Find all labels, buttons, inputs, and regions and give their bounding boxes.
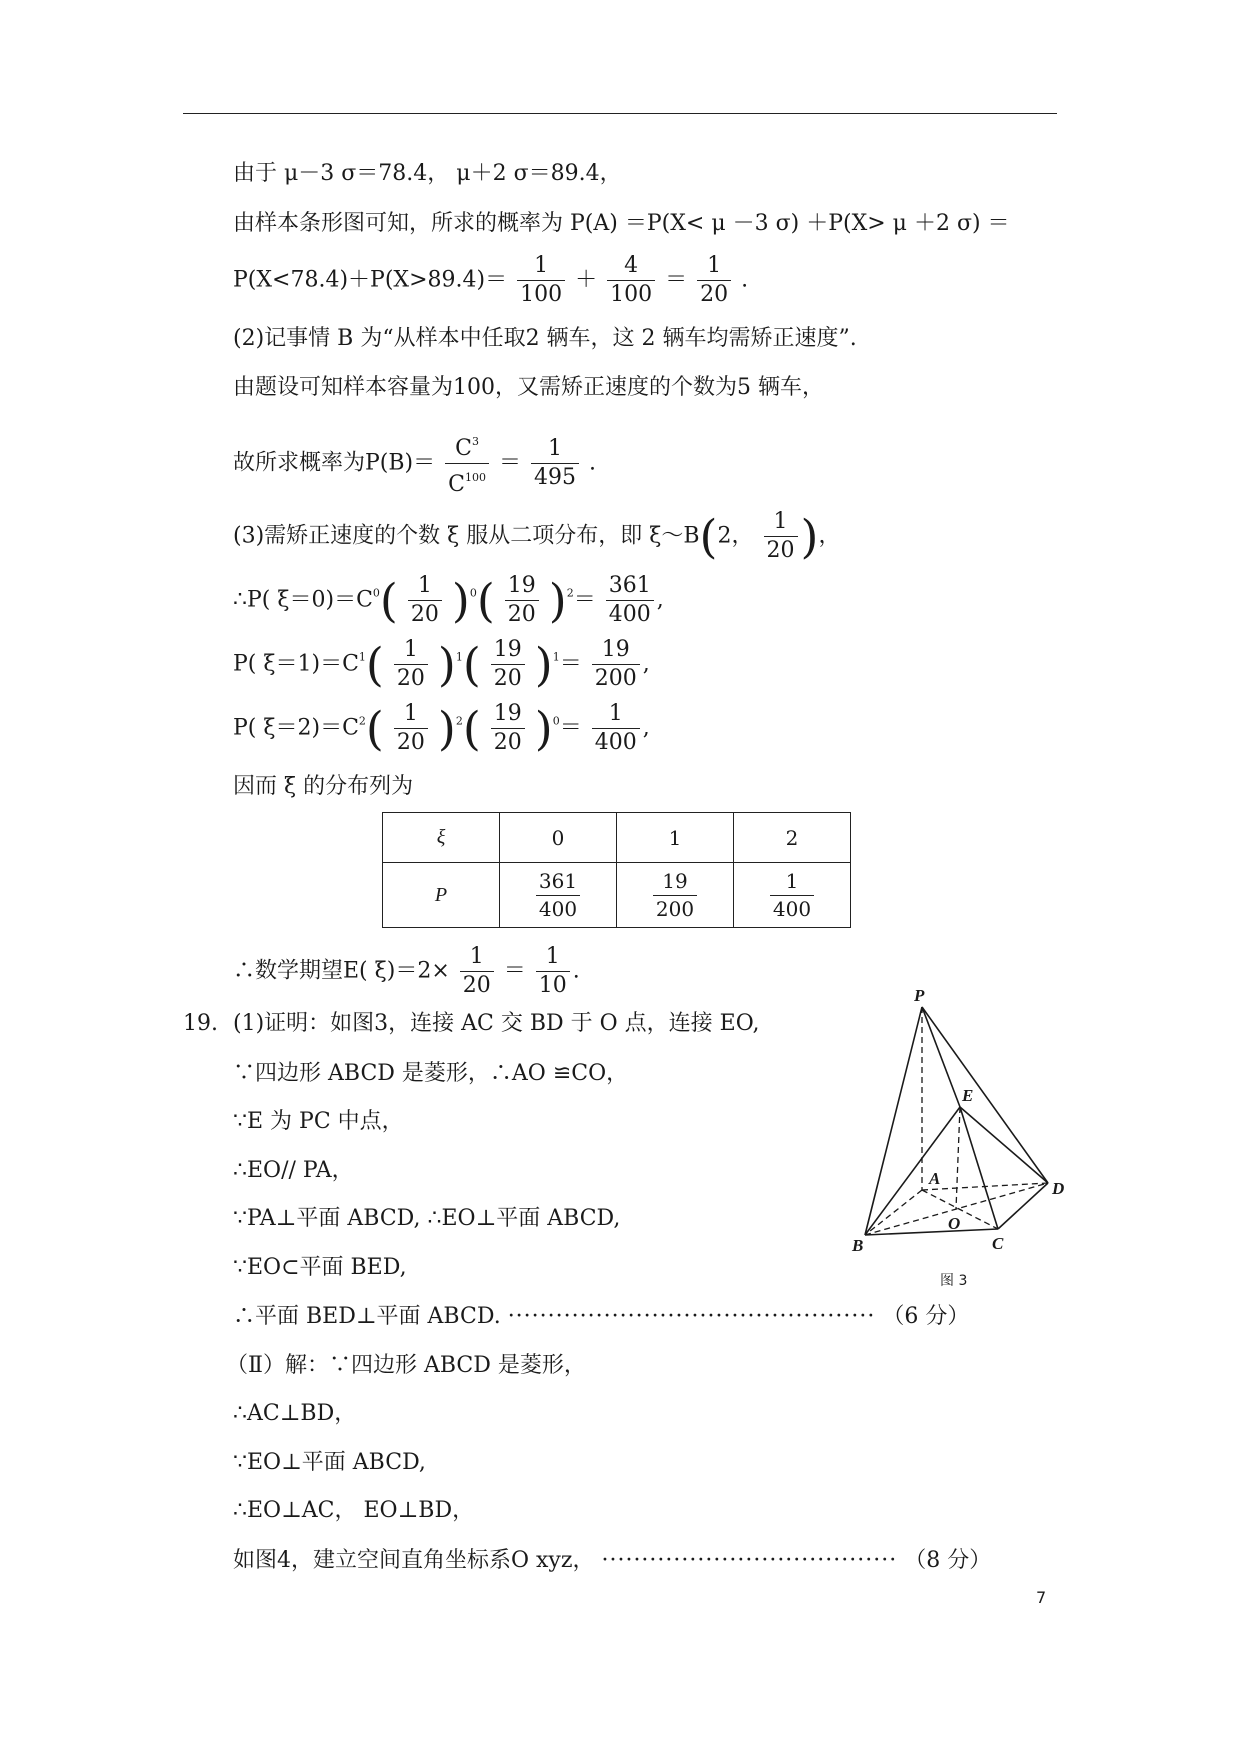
line-q19-midpoint: ∵E 为 PC 中点，: [233, 1109, 404, 1134]
fraction: $\frac{1}{10}$: [536, 943, 570, 1000]
line-distribution-intro: 因而 ξ 的分布列为: [233, 774, 414, 799]
line-probability-statement: 由样本条形图可知，所求的概率为 P(A) ＝P(X< μ －3 σ) ＋P(X> μ ＋2 σ) ＝: [233, 211, 1010, 236]
table-header-cell: 0: [500, 813, 617, 863]
pyramid-figure: [850, 985, 1090, 1255]
fraction: $\frac{1}{20}$: [697, 252, 731, 309]
line-q19-subset: ∵EO⊂平面 BED,: [233, 1255, 407, 1280]
table-cell: $\frac{19}{200}$: [617, 863, 734, 928]
fraction: $\frac{4}{100}$: [607, 252, 655, 309]
line-p-xi-0: ∴P( $\xi=0)=C^0$( $\frac{1}{20}$ )$^0$( $\frac{19}{20}$ )$^2$＝ $\frac{361}{400}$ ,: [233, 573, 664, 628]
line-sample-size: 由题设可知样本容量为100，又需矫正速度的个数为5 辆车，: [233, 375, 824, 400]
table-header-cell: 2: [734, 813, 851, 863]
line-p-xi-1: P( $\xi=1)=C^1$( $\frac{1}{20}$ )$^1$( $\frac{19}{20}$ )$^1$＝ $\frac{19}{200}$ ,: [233, 637, 650, 692]
fraction: $\frac{1}{20}$: [394, 700, 428, 757]
line-q19-rhombus: ∵四边形 ABCD 是菱形，∴AO ≌CO，: [233, 1061, 629, 1086]
fraction: $\frac{1}{20}$: [460, 943, 494, 1000]
label-d: D: [1052, 1179, 1065, 1198]
edge-ec: [960, 1107, 998, 1229]
line-binomial: (3)需矫正速度的个数 ξ 服从二项分布，即 ξ～B(2， $\frac{1}{20}$ )，: [233, 509, 841, 564]
fraction: $\frac{1}{100}$: [517, 252, 565, 309]
line-q19-eo-perp-plane: ∵EO⊥平面 ABCD,: [233, 1450, 426, 1475]
line-q19-perp-plane: ∵PA⊥平面 ABCD, ∴EO⊥平面 ABCD,: [233, 1206, 621, 1231]
line-q19-proof-start: (1)证明：如图3，连接 AC 交 BD 于 O 点，连接 EO,: [233, 1011, 760, 1036]
table-cell: $\frac{1}{400}$: [734, 863, 851, 928]
label-c: C: [992, 1234, 1004, 1253]
fraction: $\frac{1}{20}$: [764, 508, 798, 565]
line-p-xi-2: P( $\xi=2)=C^2$( $\frac{1}{20}$ )$^2$( $\frac{19}{20}$ )$^0$＝ $\frac{1}{400}$ ,: [233, 701, 650, 756]
fraction: $\frac{19}{20}$: [491, 700, 525, 757]
label-b: B: [852, 1236, 864, 1255]
fraction: $\frac{1}{400}$: [592, 700, 640, 757]
score-label: （6 分）: [882, 1304, 970, 1329]
edge-ed: [960, 1107, 1048, 1183]
page-number: 7: [1036, 1588, 1047, 1607]
seg-eo-hidden: [956, 1107, 960, 1209]
fraction: $\frac{19}{20}$: [491, 636, 525, 693]
fraction: $\frac{1}{20}$: [394, 636, 428, 693]
label-p: P: [914, 986, 925, 1005]
edge-pe: [922, 1007, 960, 1107]
line-mu-sigma: 由于 μ－3 σ＝78.4， μ＋2 σ＝89.4，: [233, 161, 622, 186]
label-o: O: [948, 1214, 961, 1233]
line-q19-conclusion: ∴平面 BED⊥平面 ABCD. ·············································· （6 分）: [233, 1304, 970, 1329]
line-q19-coordinates: 如图4，建立空间直角坐标系O xyz， ····································· （8 分）: [233, 1548, 992, 1573]
line-probability-result: P(X<78.4)＋P(X>89.4)＝ $\frac{1}{100}$ ＋ $\frac{4}{100}$ ＝ $\frac{1}{20}$ .: [233, 253, 749, 307]
line-q19-part2: （Ⅱ）解：∵四边形 ABCD 是菱形，: [226, 1353, 586, 1378]
fraction: $\frac{C^3}{C^{100}}$: [445, 428, 489, 499]
table-header-cell: ξ: [383, 813, 500, 863]
score-leader-dots: ··············································: [507, 1304, 876, 1329]
fraction: $\frac{1}{20}$: [408, 572, 442, 629]
edge-eb: [865, 1107, 960, 1235]
fraction: $\frac{19}{20}$: [505, 572, 539, 629]
table-header-cell: 1: [617, 813, 734, 863]
line-part2-event: (2)记事情 B 为“从样本中任取2 辆车，这 2 辆车均需矫正速度”.: [233, 326, 857, 351]
fraction: $\frac{19}{200}$: [592, 636, 640, 693]
label-e: E: [962, 1086, 974, 1105]
score-label: （8 分）: [904, 1548, 992, 1573]
line-q19-parallel: ∴EO// PA，: [233, 1158, 354, 1183]
question-number: 19.: [183, 1011, 218, 1036]
table-cell: $\frac{361}{400}$: [500, 863, 617, 928]
line-part2-result: 故所求概率为P(B)＝ $\frac{C^3}{C^{100}}$ ＝ $\frac{1}{495}$ .: [233, 428, 596, 499]
label-a: A: [929, 1169, 941, 1188]
line-expectation: ∴数学期望E( ξ)＝2× $\frac{1}{20}$ ＝ $\frac{1}{10}$ .: [233, 944, 580, 998]
fraction: $\frac{361}{400}$: [606, 572, 654, 629]
score-leader-dots: ·····································: [601, 1548, 898, 1573]
edge-pb: [865, 1007, 922, 1235]
distribution-table: [382, 812, 851, 928]
table-row: [383, 813, 851, 863]
table-row-label: P: [383, 863, 500, 928]
table-row: [383, 863, 851, 928]
header-rule: [183, 113, 1057, 114]
figure-caption: 图 3: [940, 1273, 968, 1289]
line-q19-ac-perp-bd: ∴AC⊥BD，: [233, 1401, 357, 1426]
fraction: $\frac{1}{495}$: [531, 435, 579, 492]
edge-pd: [922, 1007, 1048, 1183]
line-q19-eo-perp: ∴EO⊥AC， EO⊥BD，: [233, 1498, 475, 1523]
